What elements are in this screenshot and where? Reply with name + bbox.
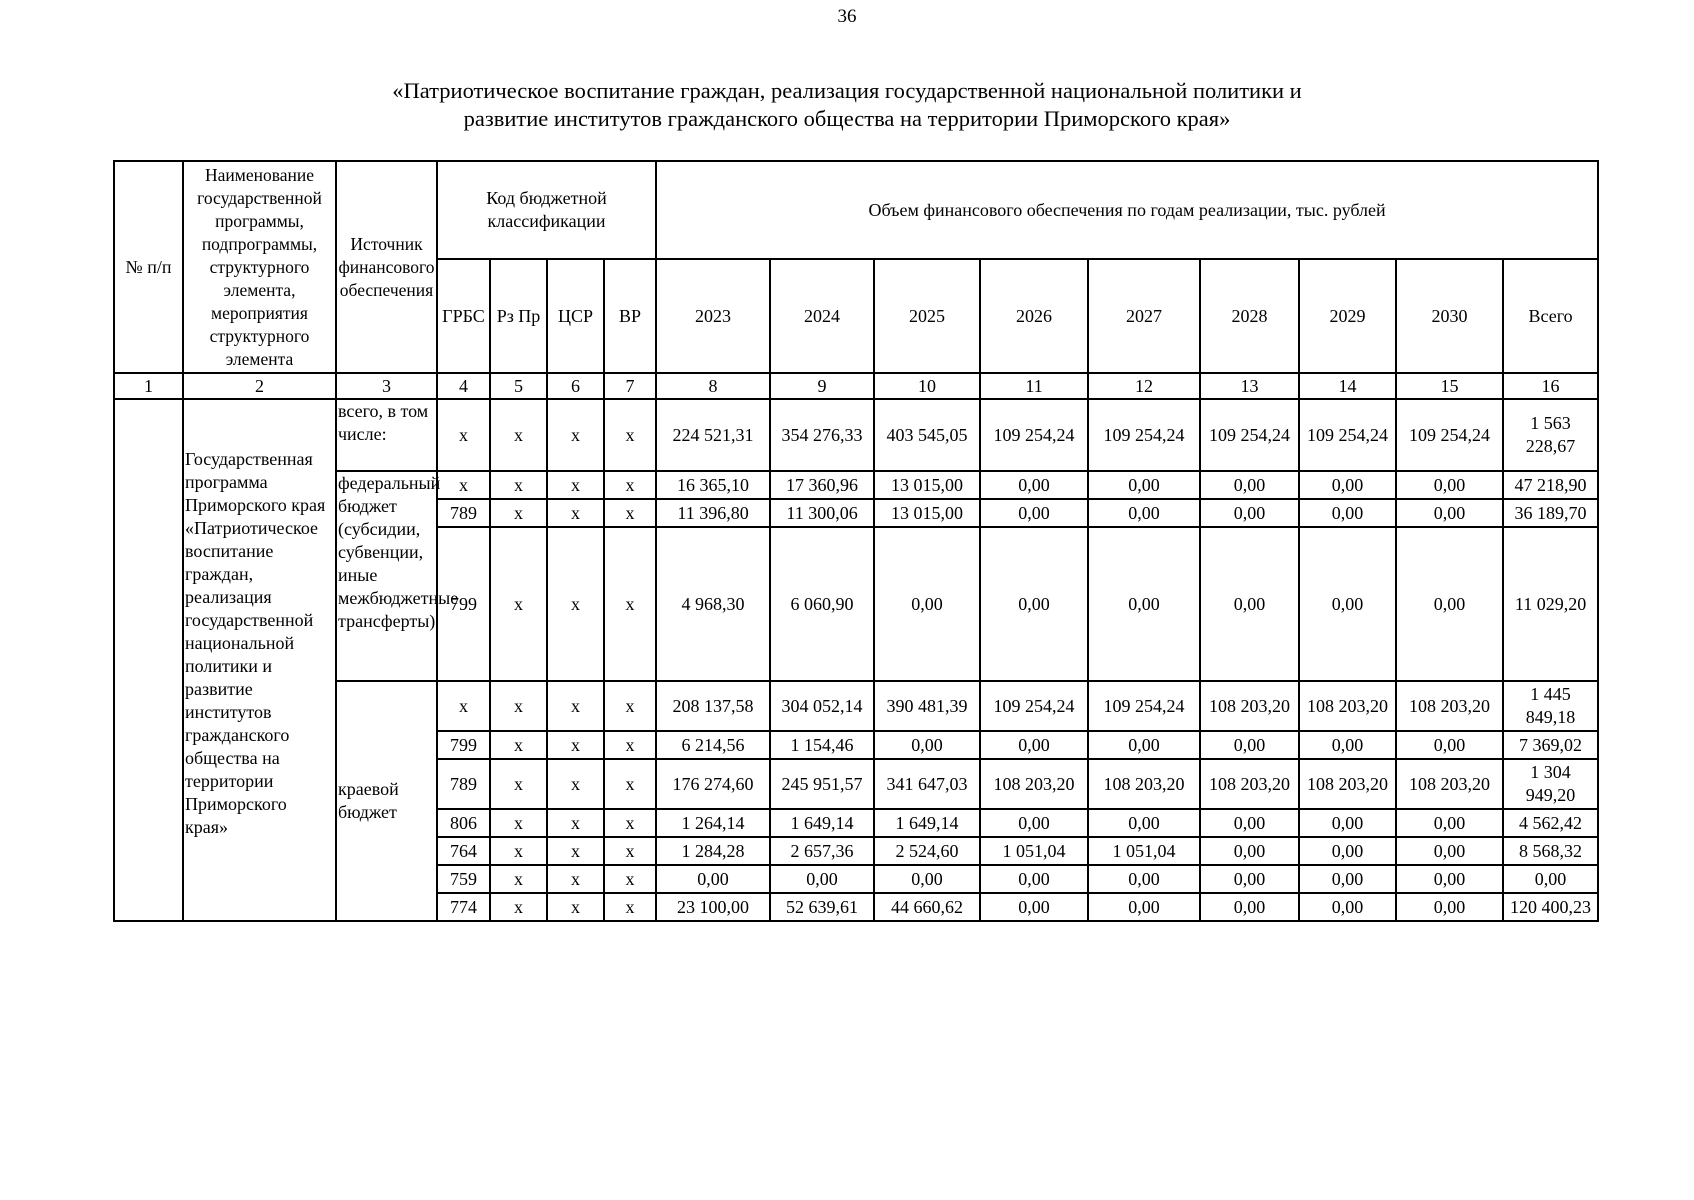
- value-year: 0,00: [1396, 865, 1503, 893]
- column-number: 1: [114, 373, 183, 399]
- value-year: 13 015,00: [874, 499, 980, 527]
- code-vr: x: [604, 893, 656, 921]
- value-year: 52 639,61: [770, 893, 874, 921]
- value-year: 224 521,31: [656, 399, 770, 471]
- value-year: 13 015,00: [874, 471, 980, 499]
- value-year: 0,00: [980, 499, 1088, 527]
- header-year: 2029: [1299, 259, 1396, 373]
- header-year: 2030: [1396, 259, 1503, 373]
- column-number-row: [114, 373, 1598, 399]
- value-year: 0,00: [1088, 809, 1200, 837]
- value-year: 0,00: [1200, 865, 1299, 893]
- column-number: 6: [547, 373, 604, 399]
- value-total: 1 563 228,67: [1503, 399, 1598, 471]
- source-federal: федеральный бюджет (субсидии, субвенции, иные межбюджетные трансферты): [336, 471, 437, 681]
- header-year: 2024: [770, 259, 874, 373]
- code-csr: x: [547, 893, 604, 921]
- code-grbs: 774: [437, 893, 490, 921]
- code-grbs: x: [437, 399, 490, 471]
- column-number: 9: [770, 373, 874, 399]
- code-rzpr: x: [490, 893, 547, 921]
- table-row: [114, 471, 1598, 499]
- value-year: 109 254,24: [980, 399, 1088, 471]
- value-year: 108 203,20: [1088, 759, 1200, 809]
- header-code-grbs: ГРБС: [437, 259, 490, 373]
- code-grbs: 759: [437, 865, 490, 893]
- value-year: 0,00: [1299, 527, 1396, 681]
- code-vr: x: [604, 759, 656, 809]
- value-year: 11 396,80: [656, 499, 770, 527]
- value-year: 0,00: [1088, 731, 1200, 759]
- code-csr: x: [547, 471, 604, 499]
- value-year: 0,00: [1200, 499, 1299, 527]
- value-total: 7 369,02: [1503, 731, 1598, 759]
- code-vr: x: [604, 527, 656, 681]
- value-year: 0,00: [1396, 893, 1503, 921]
- value-total: 47 218,90: [1503, 471, 1598, 499]
- page-number: 36: [837, 6, 857, 27]
- value-year: 0,00: [656, 865, 770, 893]
- value-year: 23 100,00: [656, 893, 770, 921]
- value-year: 108 203,20: [980, 759, 1088, 809]
- column-number: 11: [980, 373, 1088, 399]
- value-year: 0,00: [1088, 527, 1200, 681]
- value-year: 403 545,05: [874, 399, 980, 471]
- value-year: 0,00: [1299, 837, 1396, 865]
- value-year: 1 051,04: [980, 837, 1088, 865]
- value-total: 1 304 949,20: [1503, 759, 1598, 809]
- code-grbs: x: [437, 471, 490, 499]
- code-vr: x: [604, 865, 656, 893]
- value-year: 17 360,96: [770, 471, 874, 499]
- column-number: 8: [656, 373, 770, 399]
- value-year: 109 254,24: [1088, 681, 1200, 731]
- source-total: всего, в том числе:: [336, 399, 437, 471]
- header-no: № п/п: [114, 161, 183, 373]
- value-year: 0,00: [1396, 471, 1503, 499]
- value-year: 0,00: [1088, 893, 1200, 921]
- header-year: 2025: [874, 259, 980, 373]
- code-rzpr: x: [490, 499, 547, 527]
- value-year: 108 203,20: [1396, 681, 1503, 731]
- column-number: 12: [1088, 373, 1200, 399]
- value-year: 109 254,24: [1299, 399, 1396, 471]
- header-year: 2023: [656, 259, 770, 373]
- code-csr: x: [547, 809, 604, 837]
- value-year: 176 274,60: [656, 759, 770, 809]
- value-year: 0,00: [1396, 837, 1503, 865]
- value-year: 0,00: [1299, 499, 1396, 527]
- value-year: 0,00: [1299, 471, 1396, 499]
- column-number: 5: [490, 373, 547, 399]
- value-year: 0,00: [1088, 471, 1200, 499]
- header-code-csr: ЦСР: [547, 259, 604, 373]
- value-year: 1 649,14: [770, 809, 874, 837]
- header-name: Наименование государственной программы, подпрограммы, структурного элемента, мероприятия структурного элемента: [183, 161, 336, 373]
- table-body: [114, 161, 1598, 921]
- value-year: 0,00: [980, 527, 1088, 681]
- value-total: 36 189,70: [1503, 499, 1598, 527]
- code-rzpr: x: [490, 809, 547, 837]
- column-number: 14: [1299, 373, 1396, 399]
- code-vr: x: [604, 837, 656, 865]
- value-year: 208 137,58: [656, 681, 770, 731]
- column-number: 10: [874, 373, 980, 399]
- column-number: 7: [604, 373, 656, 399]
- header-code-vr: ВР: [604, 259, 656, 373]
- code-rzpr: x: [490, 865, 547, 893]
- value-year: 0,00: [1200, 731, 1299, 759]
- code-rzpr: x: [490, 681, 547, 731]
- value-total: 0,00: [1503, 865, 1598, 893]
- value-year: 0,00: [1200, 471, 1299, 499]
- header-total: Всего: [1503, 259, 1598, 373]
- value-year: 0,00: [1200, 837, 1299, 865]
- value-year: 0,00: [980, 809, 1088, 837]
- source-regional: краевой бюджет: [336, 681, 437, 921]
- header-year: 2027: [1088, 259, 1200, 373]
- value-year: 390 481,39: [874, 681, 980, 731]
- code-vr: x: [604, 499, 656, 527]
- value-year: 6 060,90: [770, 527, 874, 681]
- table-row: [114, 681, 1598, 731]
- column-number: 15: [1396, 373, 1503, 399]
- value-year: 16 365,10: [656, 471, 770, 499]
- value-year: 108 203,20: [1299, 759, 1396, 809]
- code-grbs: 789: [437, 499, 490, 527]
- value-year: 0,00: [874, 731, 980, 759]
- value-year: 0,00: [980, 865, 1088, 893]
- code-grbs: 799: [437, 731, 490, 759]
- value-year: 4 968,30: [656, 527, 770, 681]
- column-number: 3: [336, 373, 437, 399]
- code-grbs: 799: [437, 527, 490, 681]
- column-number: 4: [437, 373, 490, 399]
- code-csr: x: [547, 837, 604, 865]
- code-vr: x: [604, 471, 656, 499]
- value-year: 0,00: [1299, 731, 1396, 759]
- code-csr: x: [547, 527, 604, 681]
- value-year: 6 214,56: [656, 731, 770, 759]
- value-year: 108 203,20: [1200, 681, 1299, 731]
- code-vr: x: [604, 399, 656, 471]
- code-grbs: 806: [437, 809, 490, 837]
- value-year: 109 254,24: [1088, 399, 1200, 471]
- value-total: 4 562,42: [1503, 809, 1598, 837]
- header-row-1: [114, 161, 1598, 259]
- header-year: 2028: [1200, 259, 1299, 373]
- code-vr: x: [604, 731, 656, 759]
- value-year: 1 051,04: [1088, 837, 1200, 865]
- value-year: 304 052,14: [770, 681, 874, 731]
- column-number: 13: [1200, 373, 1299, 399]
- value-total: 8 568,32: [1503, 837, 1598, 865]
- code-vr: x: [604, 809, 656, 837]
- value-year: 108 203,20: [1396, 759, 1503, 809]
- code-grbs: 789: [437, 759, 490, 809]
- code-grbs: x: [437, 681, 490, 731]
- value-year: 354 276,33: [770, 399, 874, 471]
- title-line-1: «Патриотическое воспитание граждан, реализация государственной национальной политики и: [392, 78, 1302, 103]
- value-year: 109 254,24: [1200, 399, 1299, 471]
- code-csr: x: [547, 399, 604, 471]
- code-csr: x: [547, 865, 604, 893]
- code-csr: x: [547, 731, 604, 759]
- code-rzpr: x: [490, 527, 547, 681]
- value-year: 0,00: [980, 731, 1088, 759]
- code-csr: x: [547, 759, 604, 809]
- value-total: 11 029,20: [1503, 527, 1598, 681]
- column-number: 16: [1503, 373, 1598, 399]
- value-year: 109 254,24: [980, 681, 1088, 731]
- code-rzpr: x: [490, 837, 547, 865]
- header-year: 2026: [980, 259, 1088, 373]
- column-number: 2: [183, 373, 336, 399]
- table-row: [114, 399, 1598, 471]
- value-year: 0,00: [1088, 499, 1200, 527]
- value-year: 0,00: [1396, 809, 1503, 837]
- value-year: 0,00: [1088, 865, 1200, 893]
- code-vr: x: [604, 681, 656, 731]
- value-year: 11 300,06: [770, 499, 874, 527]
- program-name: Государственная программа Приморского края «Патриотическое воспитание граждан, реализация государственной национальной политики и развитие институтов гражданского общества на территории Приморского края»: [183, 399, 336, 921]
- value-year: 0,00: [980, 471, 1088, 499]
- value-year: 1 154,46: [770, 731, 874, 759]
- code-csr: x: [547, 681, 604, 731]
- value-year: 109 254,24: [1396, 399, 1503, 471]
- code-rzpr: x: [490, 731, 547, 759]
- value-year: 0,00: [980, 893, 1088, 921]
- value-year: 0,00: [1200, 809, 1299, 837]
- value-total: 120 400,23: [1503, 893, 1598, 921]
- value-year: 2 524,60: [874, 837, 980, 865]
- code-csr: x: [547, 499, 604, 527]
- title-line-2: развитие институтов гражданского общества на территории Приморского края»: [463, 106, 1231, 131]
- value-year: 0,00: [874, 527, 980, 681]
- code-grbs: 764: [437, 837, 490, 865]
- value-year: 1 264,14: [656, 809, 770, 837]
- value-year: 108 203,20: [1200, 759, 1299, 809]
- value-year: 108 203,20: [1299, 681, 1396, 731]
- value-year: 0,00: [770, 865, 874, 893]
- value-year: 0,00: [1299, 865, 1396, 893]
- value-year: 0,00: [1200, 893, 1299, 921]
- value-year: 2 657,36: [770, 837, 874, 865]
- value-year: 0,00: [1299, 809, 1396, 837]
- code-rzpr: x: [490, 399, 547, 471]
- row-number-cell: [114, 399, 183, 921]
- value-year: 0,00: [1396, 527, 1503, 681]
- value-year: 0,00: [1299, 893, 1396, 921]
- header-volume-group: Объем финансового обеспечения по годам реализации, тыс. рублей: [656, 161, 1598, 259]
- header-source: Источник финансового обеспечения: [336, 161, 437, 373]
- value-year: 341 647,03: [874, 759, 980, 809]
- page-title: [0, 77, 1694, 133]
- value-total: 1 445 849,18: [1503, 681, 1598, 731]
- code-rzpr: x: [490, 471, 547, 499]
- value-year: 1 649,14: [874, 809, 980, 837]
- header-code-rzpr: Рз Пр: [490, 259, 547, 373]
- header-code-group: Код бюджетной классификации: [437, 161, 656, 259]
- value-year: 245 951,57: [770, 759, 874, 809]
- value-year: 44 660,62: [874, 893, 980, 921]
- financing-table: [113, 160, 1599, 922]
- value-year: 0,00: [1396, 731, 1503, 759]
- value-year: 0,00: [1396, 499, 1503, 527]
- code-rzpr: x: [490, 759, 547, 809]
- value-year: 0,00: [1200, 527, 1299, 681]
- value-year: 0,00: [874, 865, 980, 893]
- value-year: 1 284,28: [656, 837, 770, 865]
